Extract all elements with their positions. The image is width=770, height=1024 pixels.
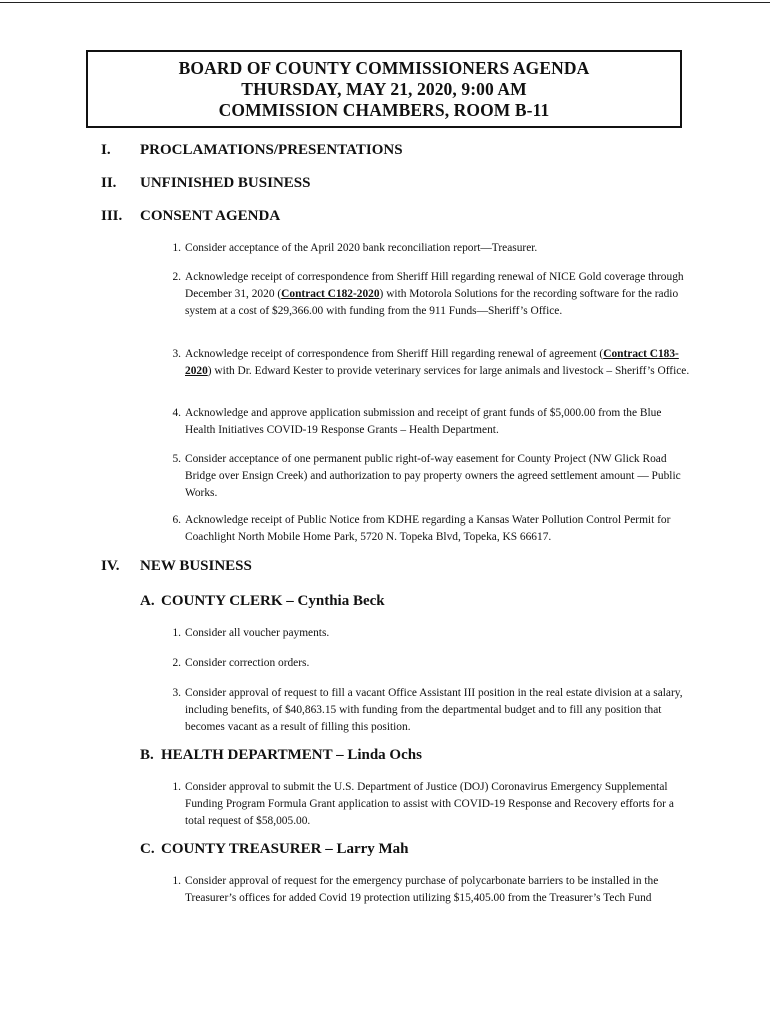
item-number: 2. — [172, 271, 181, 283]
item-text-part: ) with Motorola Solutions for the recording software for the radio system at a cost of $29,366.00 with funding from the 911 Funds—Sheriff’s Office. — [185, 288, 679, 317]
subsection-county-treasurer — [140, 841, 409, 858]
item-text-part: Acknowledge receipt of correspondence from Sheriff Hill regarding renewal of agreement ( — [185, 348, 604, 360]
subsection-letter: C. — [140, 841, 155, 857]
item-number: 1. — [172, 242, 181, 254]
agenda-title: BOARD OF COUNTY COMMISSIONERS AGENDA — [178, 57, 590, 78]
item-number: 3. — [172, 348, 181, 360]
subsection-letter: B. — [140, 747, 154, 763]
contract-reference: Contract C183-2020 — [185, 348, 679, 377]
item-text: Consider all voucher payments. — [185, 627, 330, 639]
item-text-part: Acknowledge receipt of correspondence from Sheriff Hill regarding renewal of NICE Gold coverage through December 31, 2020 ( — [185, 271, 684, 300]
item-text: Consider acceptance of the April 2020 bank reconciliation report—Treasurer. — [185, 242, 538, 254]
item-number: 1. — [172, 781, 181, 793]
item-number: 1. — [172, 875, 181, 887]
section-number: II. — [101, 175, 117, 191]
section-title: NEW BUSINESS — [140, 558, 252, 574]
section-title: PROCLAMATIONS/PRESENTATIONS — [140, 142, 403, 158]
subsection-county-clerk — [140, 593, 385, 610]
item-text: Consider acceptance of one permanent public right-of-way easement for County Project (NW Glick Road Bridge over Ensign Creek) and authorization to pay property owners the agreed settlement amount — Public Works. — [185, 453, 681, 499]
item-text — [185, 269, 691, 320]
item-number: 3. — [172, 687, 181, 699]
subsection-health-department — [140, 747, 422, 764]
item-text — [185, 346, 691, 380]
agenda-header — [86, 50, 682, 128]
subsection-letter: A. — [140, 593, 155, 609]
item-text: Acknowledge and approve application submission and receipt of grant funds of $5,000.00 from the Blue Health Initiatives COVID-19 Response Grants – Health Department. — [185, 407, 662, 436]
subsection-title: HEALTH DEPARTMENT – Linda Ochs — [161, 747, 422, 763]
section-title: UNFINISHED BUSINESS — [140, 175, 311, 191]
meeting-date: THURSDAY, MAY 21, 2020, 9:00 AM — [241, 78, 527, 99]
item-text: Consider approval to submit the U.S. Department of Justice (DOJ) Coronavirus Emergency Supplemental Funding Program Formula Grant application to assist with COVID-19 Response and Recovery efforts for a total request of $58,005.00. — [185, 781, 674, 827]
item-text: Consider approval of request for the emergency purchase of polycarbonate barriers to be installed in the Treasurer’s offices for added Covid 19 protection utilizing $15,405.00 from the Treasurer’s Tech Fund — [185, 875, 659, 904]
contract-reference: Contract C182-2020 — [281, 288, 380, 300]
item-number: 2. — [172, 657, 181, 669]
item-text: Acknowledge receipt of Public Notice from KDHE regarding a Kansas Water Pollution Control Permit for Coachlight North Mobile Home Park, 5720 N. Topeka Blvd, Topeka, KS 66617. — [185, 514, 671, 543]
section-number: IV. — [101, 558, 120, 574]
item-number: 4. — [172, 407, 181, 419]
item-text-part: ) with Dr. Edward Kester to provide veterinary services for large animals and livestock – Sheriff’s Office. — [207, 365, 690, 377]
item-number: 6. — [172, 514, 181, 526]
subsection-title: COUNTY TREASURER – Larry Mah — [161, 841, 409, 857]
subsection-title: COUNTY CLERK – Cynthia Beck — [161, 593, 385, 609]
section-number: III. — [101, 208, 123, 224]
item-number: 1. — [172, 627, 181, 639]
item-text: Consider correction orders. — [185, 657, 310, 669]
page-top-rule — [0, 2, 770, 3]
section-title: CONSENT AGENDA — [140, 208, 281, 224]
item-number: 5. — [172, 453, 181, 465]
meeting-location: COMMISSION CHAMBERS, ROOM B-11 — [218, 99, 550, 120]
section-number: I. — [101, 142, 111, 158]
item-text: Consider approval of request to fill a vacant Office Assistant III position in the real estate division at a salary, including benefits, of $40,863.15 with funding from the departmental budget and to fill any position that becomes vacant as a result of filling this position. — [185, 687, 683, 733]
